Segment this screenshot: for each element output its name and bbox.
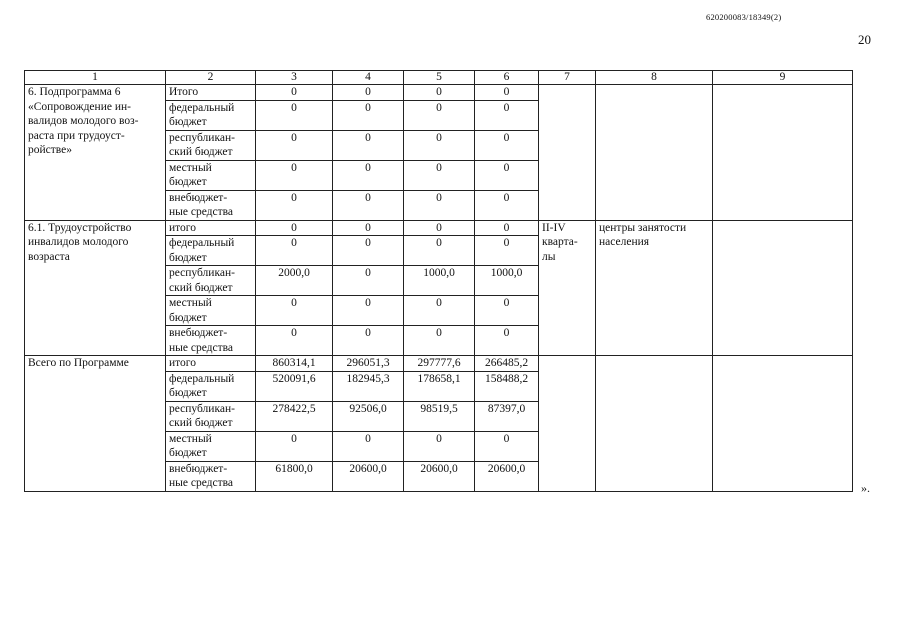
amount-cell: 1000,0: [475, 266, 539, 296]
text-line: бюджет: [169, 176, 207, 188]
amount-cell: 0: [475, 431, 539, 461]
amount-cell: 0: [404, 431, 475, 461]
amount-cell: 0: [404, 190, 475, 220]
amount-cell: 0: [475, 220, 539, 236]
table-row: [25, 85, 853, 101]
text-line: II-IV: [542, 221, 566, 234]
amount-cell: 860314,1: [256, 356, 333, 372]
amount-cell: 0: [333, 190, 404, 220]
text-line: федеральный: [169, 237, 235, 249]
text-line: республикан-: [169, 267, 235, 279]
executor-cell: [596, 356, 713, 492]
text-line: бюджет: [169, 116, 207, 128]
amount-cell: 61800,0: [256, 461, 333, 491]
amount-cell: 0: [333, 236, 404, 266]
text-line: бюджет: [169, 251, 207, 264]
amount-cell: 178658,1: [404, 371, 475, 401]
text-line: раста при трудоуст-: [28, 129, 125, 142]
closing-quote: ».: [861, 481, 870, 495]
text-line: федеральный: [169, 372, 235, 385]
text-line: бюджет: [169, 311, 207, 324]
amount-cell: 266485,2: [475, 356, 539, 372]
column-header: 1: [25, 71, 166, 85]
amount-cell: 20600,0: [404, 461, 475, 491]
amount-cell: 0: [333, 85, 404, 101]
text-line: лы: [542, 250, 556, 263]
column-header: 3: [256, 71, 333, 85]
amount-cell: 0: [475, 190, 539, 220]
funding-source-cell: [166, 431, 256, 461]
period-cell: [539, 85, 596, 221]
table-body: [25, 85, 853, 492]
funding-source-cell: [166, 296, 256, 326]
document-id: 620200083/18349(2): [706, 12, 782, 22]
amount-cell: 0: [256, 236, 333, 266]
amount-cell: 0: [333, 160, 404, 190]
amount-cell: 0: [475, 85, 539, 101]
amount-cell: 1000,0: [404, 266, 475, 296]
amount-cell: 0: [404, 130, 475, 160]
text-line: местный: [169, 161, 212, 174]
amount-cell: 278422,5: [256, 401, 333, 431]
column-9-cell: [713, 220, 853, 356]
funding-source-cell: [166, 401, 256, 431]
funding-source-cell: [166, 461, 256, 491]
amount-cell: 0: [404, 220, 475, 236]
program-name-cell: [25, 220, 166, 356]
text-line: ройстве»: [28, 144, 73, 156]
amount-cell: 0: [256, 190, 333, 220]
period-cell: [539, 220, 596, 356]
amount-cell: 158488,2: [475, 371, 539, 401]
amount-cell: 0: [256, 85, 333, 101]
amount-cell: 0: [475, 296, 539, 326]
funding-source-cell: [166, 190, 256, 220]
text-line: федеральный: [169, 101, 235, 114]
program-name-cell: [25, 356, 166, 492]
amount-cell: 0: [333, 130, 404, 160]
text-line: местный: [169, 432, 212, 445]
amount-cell: 520091,6: [256, 371, 333, 401]
table-row: [25, 356, 853, 372]
amount-cell: 0: [333, 100, 404, 130]
funding-source-cell: [166, 371, 256, 401]
text-line: итого: [169, 221, 196, 234]
program-name-cell: [25, 85, 166, 221]
amount-cell: 0: [404, 296, 475, 326]
period-cell: [539, 356, 596, 492]
column-9-cell: [713, 356, 853, 492]
amount-cell: 0: [404, 326, 475, 356]
amount-cell: 0: [256, 220, 333, 236]
column-header: 9: [713, 71, 853, 85]
table-row: [25, 220, 853, 236]
text-line: ский бюджет: [169, 281, 233, 294]
column-header: 4: [333, 71, 404, 85]
text-line: центры занятости: [599, 221, 687, 234]
amount-cell: 0: [404, 100, 475, 130]
text-line: республикан-: [169, 402, 235, 415]
funding-source-cell: [166, 130, 256, 160]
amount-cell: 0: [256, 100, 333, 130]
text-line: республикан-: [169, 131, 235, 144]
funding-source-cell: [166, 356, 256, 372]
amount-cell: 92506,0: [333, 401, 404, 431]
text-line: 6. Подпрограмма 6: [28, 86, 121, 98]
text-line: инвалидов молодого: [28, 236, 129, 248]
amount-cell: 2000,0: [256, 266, 333, 296]
amount-cell: 0: [333, 220, 404, 236]
executor-cell: [596, 85, 713, 221]
funding-source-cell: [166, 220, 256, 236]
column-header: 2: [166, 71, 256, 85]
text-line: бюджет: [169, 447, 207, 459]
funding-source-cell: [166, 160, 256, 190]
amount-cell: 87397,0: [475, 401, 539, 431]
text-line: Всего по Программе: [28, 357, 129, 369]
amount-cell: 0: [256, 326, 333, 356]
program-budget-table: [24, 70, 853, 492]
text-line: итого: [169, 357, 196, 369]
amount-cell: 0: [333, 326, 404, 356]
column-header: 5: [404, 71, 475, 85]
amount-cell: 20600,0: [475, 461, 539, 491]
amount-cell: 297777,6: [404, 356, 475, 372]
amount-cell: 20600,0: [333, 461, 404, 491]
text-line: ский бюджет: [169, 417, 233, 429]
amount-cell: 0: [475, 326, 539, 356]
text-line: 6.1. Трудоустройство: [28, 221, 132, 234]
amount-cell: 0: [256, 431, 333, 461]
text-line: ский бюджет: [169, 146, 233, 158]
text-line: возраста: [28, 250, 70, 263]
text-line: ные средства: [169, 477, 234, 489]
funding-source-cell: [166, 266, 256, 296]
text-line: внебюджет-: [169, 327, 228, 339]
text-line: внебюджет-: [169, 462, 228, 475]
text-line: внебюджет-: [169, 191, 228, 204]
amount-cell: 0: [475, 130, 539, 160]
amount-cell: 0: [256, 130, 333, 160]
text-line: Итого: [169, 86, 199, 98]
text-line: бюджет: [169, 387, 207, 399]
amount-cell: 0: [256, 160, 333, 190]
page-number: 20: [858, 32, 871, 47]
amount-cell: 296051,3: [333, 356, 404, 372]
amount-cell: 0: [475, 160, 539, 190]
amount-cell: 0: [333, 266, 404, 296]
amount-cell: 0: [333, 431, 404, 461]
text-line: местный: [169, 297, 212, 309]
column-number-row: [25, 71, 853, 85]
amount-cell: 0: [404, 85, 475, 101]
text-line: ные средства: [169, 341, 234, 354]
text-line: кварта-: [542, 236, 578, 248]
text-line: «Сопровождение ин-: [28, 100, 131, 113]
column-9-cell: [713, 85, 853, 221]
amount-cell: 98519,5: [404, 401, 475, 431]
funding-source-cell: [166, 236, 256, 266]
text-line: ные средства: [169, 206, 234, 218]
amount-cell: 0: [333, 296, 404, 326]
column-header: 6: [475, 71, 539, 85]
funding-source-cell: [166, 100, 256, 130]
amount-cell: 0: [404, 160, 475, 190]
executor-cell: [596, 220, 713, 356]
amount-cell: 182945,3: [333, 371, 404, 401]
text-line: населения: [599, 236, 650, 248]
column-header: 8: [596, 71, 713, 85]
column-header: 7: [539, 71, 596, 85]
funding-source-cell: [166, 326, 256, 356]
amount-cell: 0: [256, 296, 333, 326]
amount-cell: 0: [475, 100, 539, 130]
funding-source-cell: [166, 85, 256, 101]
text-line: валидов молодого воз-: [28, 115, 139, 127]
amount-cell: 0: [404, 236, 475, 266]
amount-cell: 0: [475, 236, 539, 266]
